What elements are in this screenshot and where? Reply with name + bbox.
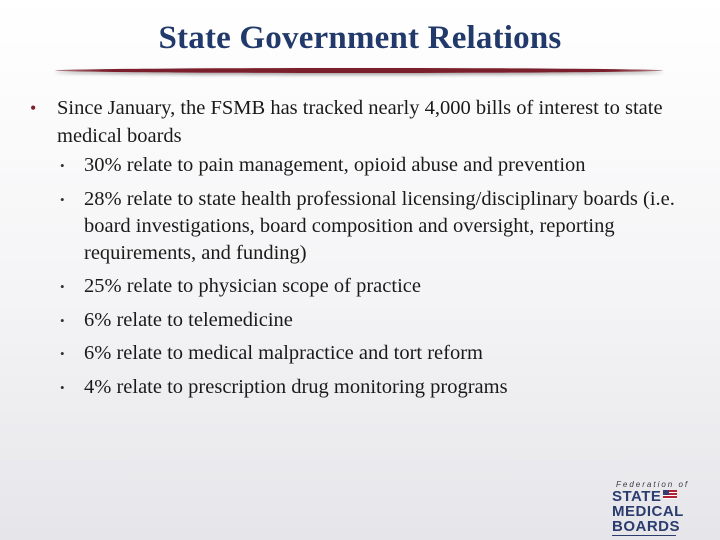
sub-bullet-icon: • (60, 312, 65, 328)
sub-bullet (60, 186, 710, 267)
sub-bullet-icon: • (60, 379, 65, 395)
logo-state-text: STATE (612, 488, 662, 505)
title-divider (55, 68, 663, 73)
slide-body (30, 94, 710, 407)
sub-bullet-icon: • (60, 158, 65, 173)
sub-bullet (60, 374, 710, 401)
main-bullet-text: Since January, the FSMB has tracked nearly 4,000 bills of interest to state medical boards (57, 97, 663, 147)
sub-bullet (60, 340, 710, 367)
sub-bullet (60, 273, 710, 300)
sub-bullet-text: 6% relate to telemedicine (84, 308, 293, 331)
slide-title: State Government Relations (158, 20, 562, 56)
logo-underline (612, 535, 676, 536)
bullet-icon: • (30, 98, 37, 118)
logo-medical-text: MEDICAL (612, 503, 684, 520)
logo-state-line (610, 489, 690, 504)
sub-bullet-icon: • (60, 279, 65, 294)
sub-bullet-text: 6% relate to medical malpractice and tort reform (84, 342, 483, 364)
sub-bullet-icon: • (60, 346, 65, 361)
logo-boards-text: BOARDS (612, 518, 681, 535)
sub-bullet-text: 30% relate to pain management, opioid abuse and prevention (84, 154, 586, 176)
logo-federation-text: Federation of (616, 480, 690, 489)
main-bullet (30, 94, 710, 150)
sub-bullet (60, 152, 710, 179)
sub-bullet-icon: • (60, 191, 65, 207)
sub-bullet-text: 28% relate to state health professional licensing/disciplinary boards (i.e. board investigations, board composition and oversight, reporting requirements, and funding) (84, 187, 675, 264)
flag-icon (663, 490, 677, 499)
sub-bullet-list (30, 152, 710, 401)
sub-bullet-text: 4% relate to prescription drug monitoring programs (84, 375, 508, 398)
sub-bullet (60, 307, 710, 334)
fsmb-logo (610, 480, 690, 538)
sub-bullet-text: 25% relate to physician scope of practice (84, 275, 421, 297)
